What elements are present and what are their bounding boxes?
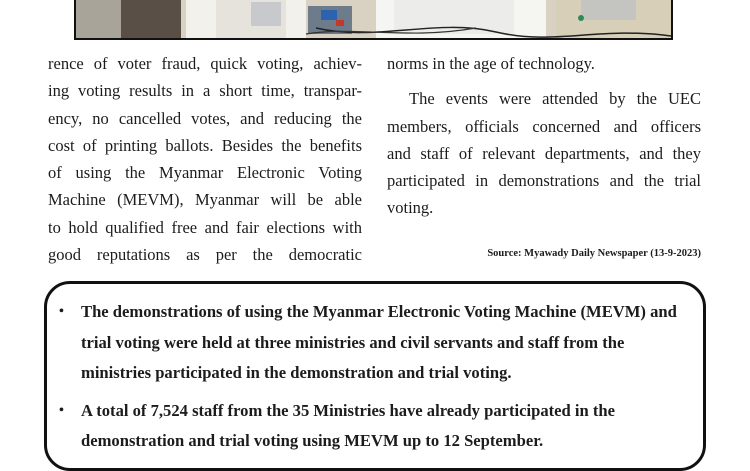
source-citation: Source: Myawady Daily Newspaper (13-9-2023) — [487, 248, 701, 259]
right-column-line: The events were attended by the UEC — [409, 89, 701, 109]
left-column-line: ing voting results in a short time, transpar- — [48, 81, 362, 101]
highlight-item — [59, 396, 695, 457]
right-column-line: and staff of relevant departments, and they — [387, 143, 701, 163]
left-column-line: rence of voter fraud, quick voting, achiev- — [48, 54, 362, 73]
left-column-line: to hold qualified free and fair elections with — [48, 217, 362, 237]
highlight-item-text: The demonstrations of using the Myanmar Electronic Voting Machine (MEVM) and trial voting were held at three ministries and civil servants and staff from the ministries participated in the demonstration and trial voting. — [81, 302, 677, 382]
right-column — [387, 50, 701, 222]
left-column — [48, 50, 362, 268]
highlight-item — [59, 297, 695, 389]
event-photo-illustration — [76, 0, 671, 38]
event-photo — [74, 0, 673, 40]
bullet-icon: • — [59, 402, 64, 418]
right-column-line: participated in demonstrations and the trial — [387, 171, 701, 191]
left-column-line: ency, no cancelled votes, and reducing the — [48, 108, 362, 128]
highlight-item-text: A total of 7,524 staff from the 35 Ministries have already participated in the demonstration and trial voting using MEVM up to 12 September. — [81, 400, 616, 450]
left-column-line: cost of printing ballots. Besides the benefits — [48, 135, 362, 155]
right-column-line: voting. — [387, 198, 434, 218]
left-column-line: of using the Myanmar Electronic Voting — [48, 163, 362, 183]
right-column-line: members, officials concerned and officers — [387, 116, 701, 136]
highlight-list — [59, 297, 695, 464]
left-column-line: Machine (MEVM), Myanmar will be able — [48, 190, 362, 210]
highlight-box — [44, 281, 706, 471]
left-column-line: good reputations as per the democratic — [48, 245, 362, 265]
bullet-icon: • — [59, 304, 64, 319]
right-column-first-line: norms in the age of technology. — [387, 54, 595, 73]
